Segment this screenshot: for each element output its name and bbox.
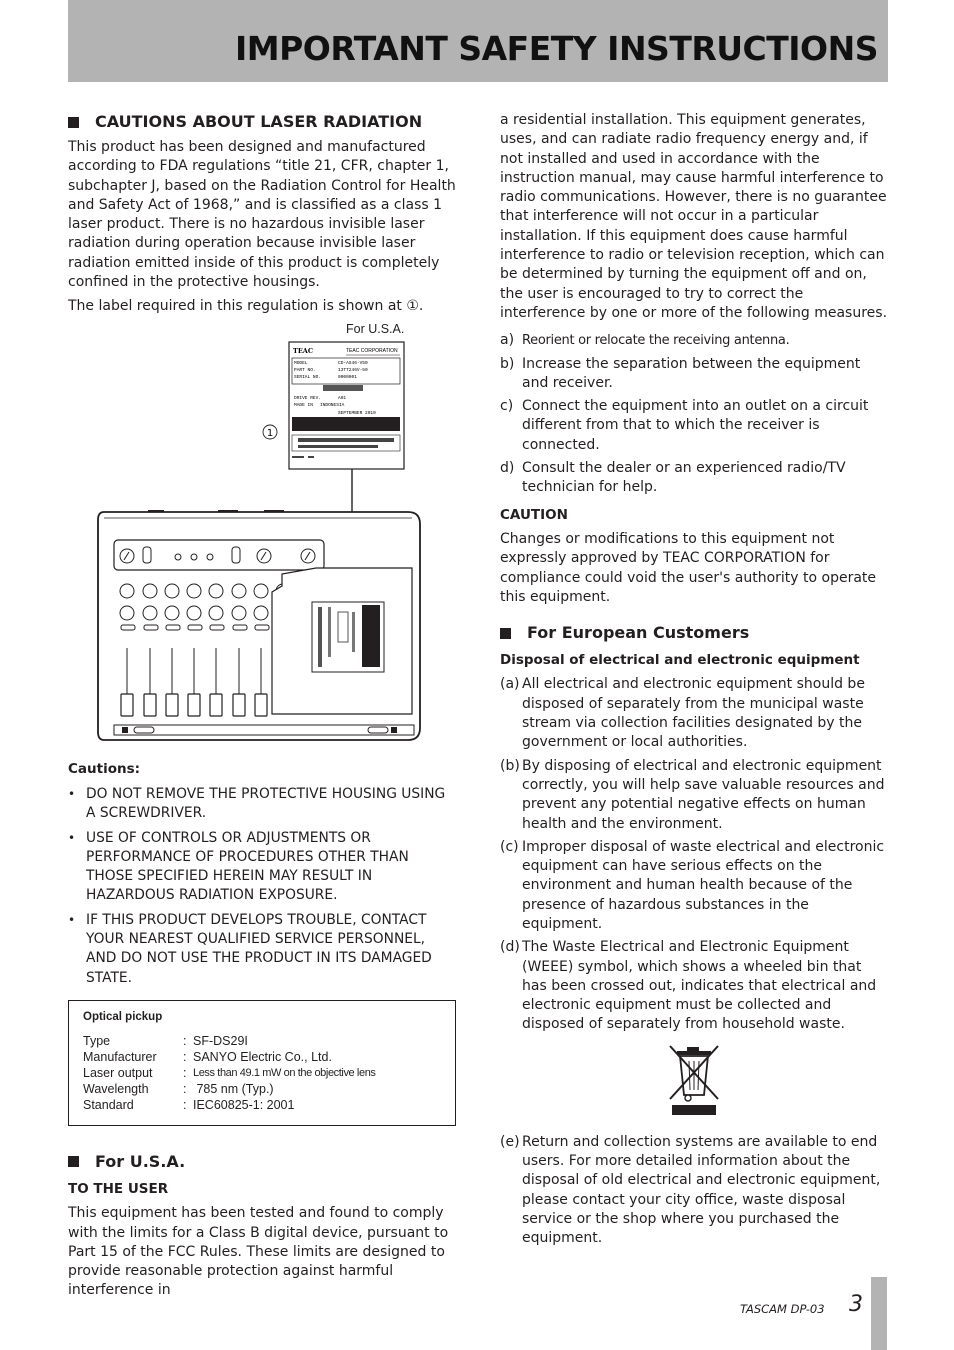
pickup-row: Wavelength : 785 nm (Typ.) xyxy=(83,1081,274,1096)
disposal-list-e xyxy=(500,1133,888,1249)
pickup-row: Standard : IEC60825-1: 2001 xyxy=(83,1097,295,1112)
list-item: b) Increase the separation between the equipment and receiver. xyxy=(500,355,861,391)
list-item: (d) The Waste Electrical and Electronic Equipment (WEEE) symbol, which shows a wheeled bin that has been crossed out, indicates that electrical and electronic equipment must be collected and disposed of separately from household waste. xyxy=(500,939,877,1033)
page-title: IMPORTANT SAFETY INSTRUCTIONS xyxy=(234,29,878,68)
label-note: The label required in this regulation is shown at ①. xyxy=(68,298,424,315)
measures-list xyxy=(500,331,888,497)
pickup-row: Laser output : Less than 49.1 mW on the objective lens xyxy=(83,1065,376,1080)
sticker-madein: INDONESIA xyxy=(320,402,345,408)
list-item: (a) All electrical and electronic equipment should be disposed of separately from the municipal waste stream via collection facilities designated by the government or local authorities. xyxy=(500,676,865,751)
device-illustration xyxy=(68,322,456,754)
caution-item: • IF THIS PRODUCT DEVELOPS TROUBLE, CONTACT YOUR NEAREST QUALIFIED SERVICE PERSONNEL, AND DO NOT USE THE PRODUCT IN ITS DAMAGED STATE. xyxy=(68,911,432,986)
figure-caption: For U.S.A. xyxy=(346,321,405,336)
disposal-heading: Disposal of electrical and electronic equipment xyxy=(500,652,860,669)
usa-body-right: a residential installation. This equipment generates, uses, and can radiate radio frequency energy and, if not installed and used in accordance with the instruction manual, may cause harmful interference to radio communications. However, there is no guarantee that interference will not occur in a particular installation. If this equipment does cause harmful interference to radio or television reception, which can be determined by turning the equipment off and on, the user is encouraged to try to correct the interference by one or more of the following measures. xyxy=(500,112,888,321)
square-bullet-icon xyxy=(500,628,511,639)
square-bullet-icon xyxy=(68,117,79,128)
usa-heading-text: For U.S.A. xyxy=(95,1151,186,1171)
right-column xyxy=(500,111,888,1257)
left-column xyxy=(68,110,456,1306)
sticker-rev: A01 xyxy=(338,395,347,401)
europe-heading xyxy=(500,621,888,645)
usa-body-left: This equipment has been tested and found to comply with the limits for a Class B digital device, pursuant to Part 15 of the FCC Rules. These limits are designed to provide reasonable protection against harmful interference in xyxy=(68,1205,449,1299)
sticker-part: 13TT246V-50 xyxy=(338,367,368,373)
sticker-serial: 0000001 xyxy=(338,374,357,380)
pickup-row: Type : SF-DS29I xyxy=(83,1033,248,1048)
list-item: c) Connect the equipment into an outlet on a circuit different from that to which the receiver is connected. xyxy=(500,398,869,453)
svg-text:DRIVE REV.: DRIVE REV. xyxy=(294,395,322,401)
svg-text:PART NO.: PART NO. xyxy=(294,367,316,373)
cautions-list xyxy=(68,785,456,988)
device-label-figure xyxy=(68,322,456,754)
callout-marker: 1 xyxy=(266,427,274,439)
pickup-row: Manufacturer : SANYO Electric Co., Ltd. xyxy=(83,1049,332,1064)
square-bullet-icon xyxy=(68,1156,79,1167)
to-the-user: TO THE USER xyxy=(68,1180,169,1197)
caution-item: • USE OF CONTROLS OR ADJUSTMENTS OR PERFORMANCE OF PROCEDURES OTHER THAN THOSE SPECIFIED HEREIN MAY RESULT IN HAZARDOUS RADIATION EXPOSURE. xyxy=(68,829,409,904)
svg-text:MODEL: MODEL xyxy=(294,360,308,366)
svg-text:MADE IN: MADE IN xyxy=(294,402,313,408)
list-item: (c) Improper disposal of waste electrical and electronic equipment can have serious effects on the environment and human health because of the presence of hazardous substances in the equipment. xyxy=(500,838,885,932)
list-item: (e) Return and collection systems are available to end users. For more detailed information about the disposal of old electrical and electronic equipment, please contact your city office, waste disposal service or the shop where you purchased the equipment. xyxy=(500,1133,881,1247)
weee-symbol xyxy=(500,1043,888,1119)
optical-pickup-box xyxy=(68,1000,456,1126)
laser-heading xyxy=(68,110,456,134)
caution-title: CAUTION xyxy=(500,506,568,523)
europe-heading-text: For European Customers xyxy=(527,623,750,643)
caution-item: • DO NOT REMOVE THE PROTECTIVE HOUSING USING A SCREWDRIVER. xyxy=(68,785,446,822)
sticker-model: CD-AS46-V50 xyxy=(338,360,368,366)
label-sticker xyxy=(289,342,404,469)
laser-heading-text: CAUTIONS ABOUT LASER RADIATION xyxy=(95,112,423,131)
footer-model: TASCAM DP-03 xyxy=(740,1302,825,1316)
disposal-list xyxy=(500,675,888,1034)
svg-text:SERIAL NO.: SERIAL NO. xyxy=(294,374,322,380)
list-item: (b) By disposing of electrical and electronic equipment correctly, you will help save valuable resources and prevent any potential negative effects on human health and the environment. xyxy=(500,757,885,832)
device-body xyxy=(98,511,420,740)
list-item: d) Consult the dealer or an experienced radio/TV technician for help. xyxy=(500,460,846,496)
list-item: a) Reorient or relocate the receiving antenna. xyxy=(500,332,790,349)
header-bar xyxy=(68,0,888,82)
caution-body: Changes or modifications to this equipment not expressly approved by TEAC CORPORATION for compliance could void the user's authority to operate this equipment. xyxy=(500,530,877,605)
sticker-date: SEPTEMBER 2010 xyxy=(338,410,376,416)
crossed-bin-icon xyxy=(667,1043,721,1119)
sticker-brand: TEAC xyxy=(293,346,314,355)
cautions-title: Cautions: xyxy=(68,760,141,777)
footer-bar xyxy=(871,1277,887,1350)
usa-heading xyxy=(68,1150,456,1174)
pickup-title: Optical pickup xyxy=(83,1010,163,1023)
laser-body: This product has been designed and manufactured according to FDA regulations “title 21, CFR, chapter 1, subchapter J, based on the Radiation Control for Health and Safety Act of 1968,” and is classified as a class 1 laser product. There is no hazardous invisible laser radiation during operation because invisible laser radiation emitted inside of this product is completely confined in the protective housings. xyxy=(68,139,456,291)
sticker-corp: TEAC CORPORATION xyxy=(346,347,398,354)
page-number: 3 xyxy=(849,1292,863,1317)
